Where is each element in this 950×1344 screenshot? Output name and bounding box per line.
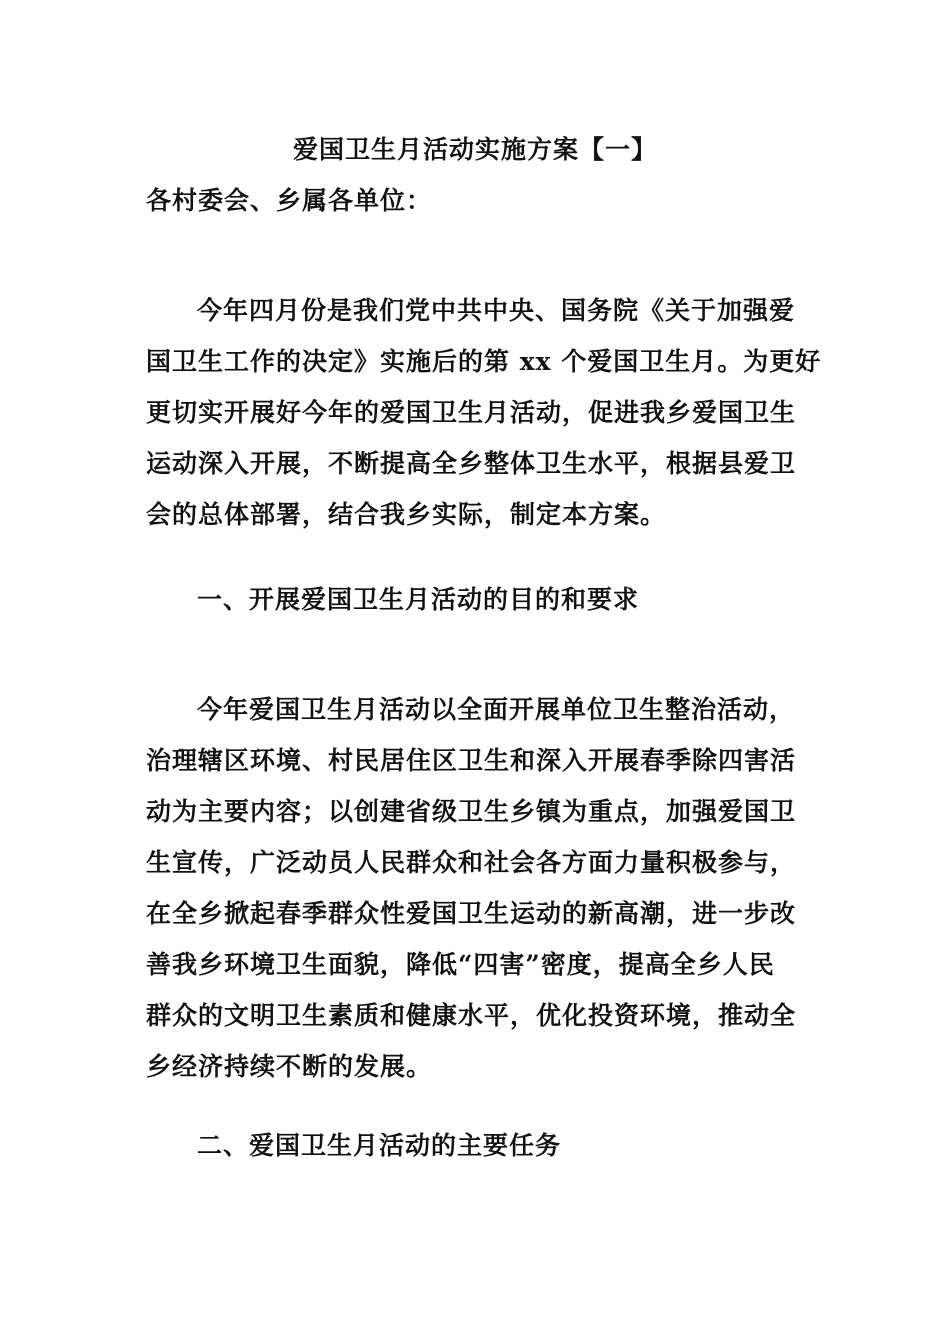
- paragraph-line: 运动深入开展，不断提高全乡整体卫生水平，根据县爱卫: [146, 449, 797, 478]
- paragraph-line: 乡经济持续不断的发展。: [146, 1052, 433, 1081]
- paragraph-line: 今年四月份是我们党中共中央、国务院《关于加强爱: [197, 296, 796, 325]
- paragraph-line: 今年爱国卫生月活动以全面开展单位卫生整治活动，: [197, 695, 796, 724]
- paragraph-line: 生宣传，广泛动员人民群众和社会各方面力量积极参与，: [146, 848, 797, 877]
- paragraph-line: 群众的文明卫生素质和健康水平，优化投资环境，推动全: [146, 1001, 797, 1030]
- purpose-paragraph: [146, 684, 811, 1092]
- paragraph-line: 国卫生工作的决定》实施后的第 xx 个爱国卫生月。为更好: [146, 347, 822, 376]
- paragraph-line: 在全乡掀起春季群众性爱国卫生运动的新高潮，进一步改: [146, 899, 797, 928]
- paragraph-line: 治理辖区环境、村民居住区卫生和深入开展春季除四害活: [146, 746, 797, 775]
- salutation: 各村委会、乡属各单位：: [146, 186, 433, 215]
- paragraph-line: 善我乡环境卫生面貌，降低“四害”密度，提高全乡人民: [146, 950, 775, 979]
- paragraph-line: 更切实开展好今年的爱国卫生月活动，促进我乡爱国卫生: [146, 398, 797, 427]
- section-heading-tasks: 二、爱国卫生月活动的主要任务: [197, 1131, 562, 1160]
- intro-paragraph: [146, 285, 822, 540]
- paragraph-line: 会的总体部署，结合我乡实际，制定本方案。: [146, 500, 667, 529]
- paragraph-line: 动为主要内容；以创建省级卫生乡镇为重点，加强爱国卫: [146, 797, 797, 826]
- section-heading-purpose: 一、开展爱国卫生月活动的目的和要求: [197, 585, 640, 614]
- document-title: 爱国卫生月活动实施方案【一】: [292, 135, 657, 164]
